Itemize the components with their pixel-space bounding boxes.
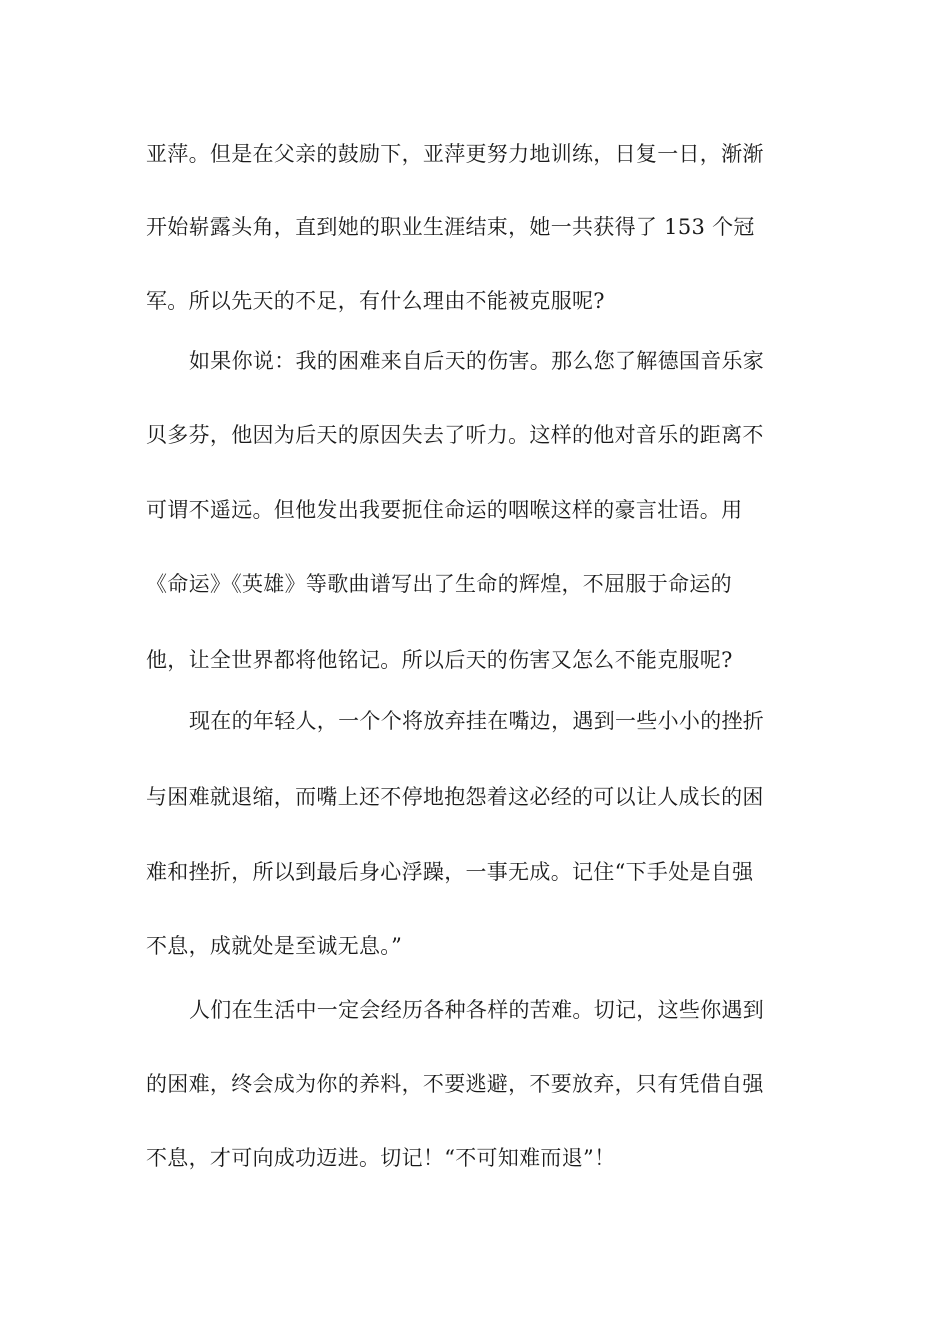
p4-line-3: 不息，才可向成功迈进。切记！“不可知难而退”！ — [146, 1146, 616, 1170]
p3-line-2: 与困难就退缩，而嘴上还不停地抱怨着这必经的可以让人成长的困 — [146, 785, 764, 809]
p4-line-2: 的困难，终会成为你的养料，不要逃避，不要放弃，只有凭借自强 — [146, 1072, 764, 1096]
p1-line-1: 亚萍。但是在父亲的鼓励下，亚萍更努力地训练，日复一日，渐渐 — [146, 142, 764, 166]
p3-line-1: 现在的年轻人，一个个将放弃挂在嘴边，遇到一些小小的挫折 — [189, 709, 765, 733]
p2-line-2: 贝多芬，他因为后天的原因失去了听力。这样的他对音乐的距离不 — [146, 423, 764, 447]
p1-line-3: 军。所以先天的不足，有什么理由不能被克服呢? — [146, 289, 605, 313]
p3-line-3: 难和挫折，所以到最后身心浮躁，一事无成。记住“下手处是自强 — [146, 860, 754, 884]
p3-line-4: 不息，成就处是至诚无息。” — [146, 934, 403, 958]
p2-line-4: 《命运》《英雄》等歌曲谱写出了生命的辉煌，不屈服于命运的 — [146, 572, 732, 596]
p1-line-2: 开始崭露头角，直到她的职业生涯结束，她一共获得了 153 个冠 — [146, 215, 755, 239]
p2-line-5: 他，让全世界都将他铭记。所以后天的伤害又怎么不能克服呢? — [146, 648, 733, 672]
p4-line-1: 人们在生活中一定会经历各种各样的苦难。切记，这些你遇到 — [189, 998, 765, 1022]
p2-line-3: 可谓不遥远。但他发出我要扼住命运的咽喉这样的豪言壮语。用 — [146, 498, 743, 522]
p2-line-1: 如果你说：我的困难来自后天的伤害。那么您了解德国音乐家 — [189, 349, 765, 373]
